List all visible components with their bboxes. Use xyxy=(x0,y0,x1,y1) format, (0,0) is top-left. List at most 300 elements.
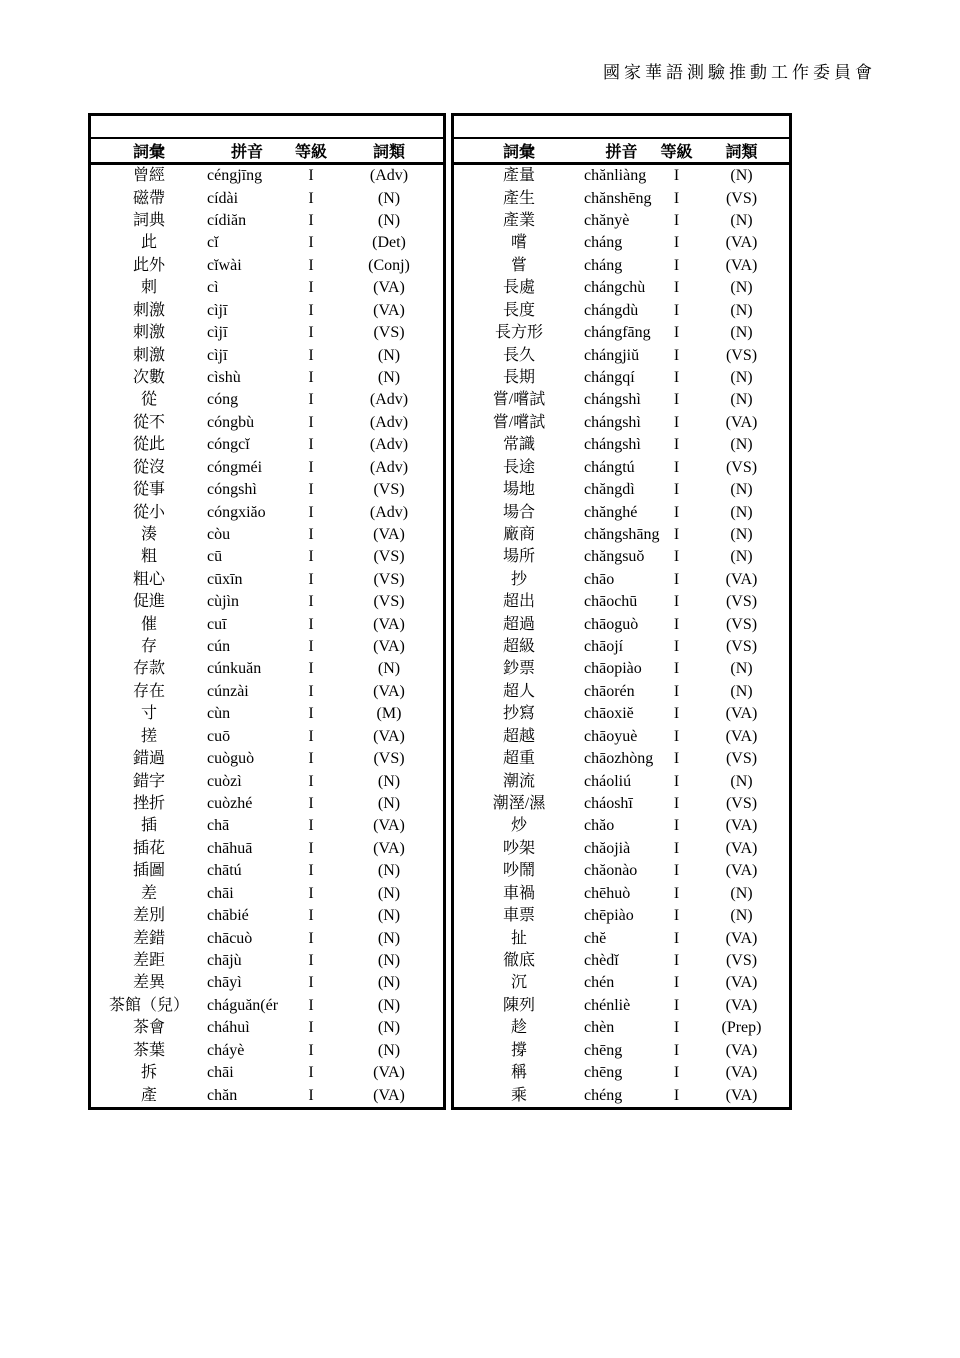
pinyin-cell: cìshù xyxy=(207,369,241,386)
word-cell: 超過 xyxy=(502,615,535,633)
pos-cell: (VS) xyxy=(373,548,405,566)
word-cell: 從事 xyxy=(132,481,165,499)
table-row xyxy=(454,703,789,725)
pinyin-cell: cìjī xyxy=(207,346,228,364)
word-cell: 陳列 xyxy=(502,996,535,1014)
pos-cell: (VA) xyxy=(725,413,758,431)
level-cell: I xyxy=(308,705,314,723)
level-cell: I xyxy=(308,234,314,252)
word-cell: 插圖 xyxy=(132,862,165,880)
pinyin-cell: cháhuì xyxy=(207,1019,250,1037)
pos-cell: (VS) xyxy=(373,750,405,768)
word-cell: 場合 xyxy=(502,503,535,521)
pos-cell: (Adv) xyxy=(369,458,409,476)
pinyin-cell: chănliàng xyxy=(584,167,647,185)
level-cell: I xyxy=(308,1086,314,1104)
word-cell: 差異 xyxy=(132,974,165,992)
pos-cell: (Conj) xyxy=(368,256,410,274)
pinyin-cell: chángdù xyxy=(584,301,639,319)
pinyin-cell: cháng xyxy=(584,234,623,252)
pos-cell: (VA) xyxy=(373,1086,405,1104)
pos-cell: (N) xyxy=(377,907,401,925)
word-cell: 從沒 xyxy=(132,458,165,476)
table-row xyxy=(454,726,789,748)
pinyin-cell: cún xyxy=(207,638,231,656)
pinyin-cell: chāorén xyxy=(584,682,635,700)
pinyin-cell: cuō xyxy=(207,727,231,745)
table-row xyxy=(91,770,443,792)
word-cell: 此 xyxy=(140,234,157,252)
word-cell: 長方形 xyxy=(494,324,543,342)
word-cell: 抄寫 xyxy=(502,705,535,723)
table-row xyxy=(454,770,789,792)
level-cell: I xyxy=(308,772,314,790)
level-cell: I xyxy=(673,1041,680,1059)
pinyin-cell: cìjī xyxy=(207,324,228,342)
pos-cell: (VA) xyxy=(725,256,758,274)
pos-cell: (VA) xyxy=(725,974,758,992)
pinyin-cell: chāoxiĕ xyxy=(584,705,634,723)
word-cell: 插花 xyxy=(132,839,165,857)
table-row xyxy=(91,1062,443,1084)
word-cell: 產量 xyxy=(502,167,535,185)
level-cell: I xyxy=(673,369,680,386)
table-row xyxy=(91,972,443,994)
level-cell: I xyxy=(308,660,314,678)
pinyin-cell: chēng xyxy=(584,1064,623,1082)
table-row xyxy=(454,210,789,232)
table-row xyxy=(91,187,443,209)
table-row xyxy=(91,613,443,635)
column-header-level: 等級 xyxy=(660,144,693,161)
word-cell: 長處 xyxy=(502,279,535,297)
pos-cell: (N) xyxy=(730,884,753,902)
level-cell: I xyxy=(308,951,314,969)
word-cell: 扯 xyxy=(510,929,527,947)
pinyin-cell: chăngsuŏ xyxy=(584,548,645,566)
level-cell: I xyxy=(308,167,314,185)
table-row xyxy=(91,322,443,344)
word-cell: 炒 xyxy=(510,817,527,835)
level-cell: I xyxy=(308,1041,314,1059)
pos-cell: (VA) xyxy=(725,705,758,723)
pinyin-cell: chăngdì xyxy=(584,481,635,499)
table-row xyxy=(454,995,789,1017)
table-row xyxy=(91,927,443,949)
column-header-word: 詞彙 xyxy=(132,144,165,161)
table-row xyxy=(454,905,789,927)
pinyin-cell: chā xyxy=(207,817,230,835)
table-row xyxy=(91,412,443,434)
pinyin-cell: cĭ xyxy=(207,234,219,252)
pinyin-cell: chăngshāng xyxy=(584,525,660,543)
pos-cell: (VA) xyxy=(373,839,405,857)
table-row xyxy=(91,367,443,389)
word-cell: 嘗/嚐試 xyxy=(492,391,546,409)
word-cell: 錯字 xyxy=(132,772,165,790)
table-row xyxy=(91,838,443,860)
table-row xyxy=(91,456,443,478)
level-cell: I xyxy=(308,301,314,319)
pinyin-cell: cìjī xyxy=(207,301,228,319)
pos-cell: (N) xyxy=(377,996,401,1014)
word-cell: 差 xyxy=(140,884,157,902)
word-cell: 嚐 xyxy=(510,234,527,252)
table-row xyxy=(91,255,443,277)
word-cell: 催 xyxy=(140,615,157,633)
word-cell: 趁 xyxy=(510,1019,527,1037)
blank-header-band xyxy=(454,116,789,139)
word-cell: 粗 xyxy=(140,548,157,566)
pinyin-cell: chăojià xyxy=(584,839,631,857)
pos-cell: (VA) xyxy=(373,525,405,543)
pos-cell: (N) xyxy=(730,279,753,297)
pinyin-cell: chāoguò xyxy=(584,615,639,633)
table-row xyxy=(454,883,789,905)
table-row xyxy=(91,1084,443,1106)
pos-cell: (N) xyxy=(377,660,401,678)
pos-cell: (VS) xyxy=(725,458,758,476)
column-header-level: 等級 xyxy=(294,144,327,161)
table-row xyxy=(91,658,443,680)
pos-cell: (VA) xyxy=(725,1086,758,1104)
pinyin-cell: cídài xyxy=(207,189,239,207)
word-cell: 刺 xyxy=(140,279,157,297)
pinyin-cell: chācuò xyxy=(207,929,253,947)
table-row xyxy=(454,165,789,187)
pinyin-cell: cháoliú xyxy=(584,772,632,790)
pos-cell: (VA) xyxy=(725,1064,758,1082)
word-cell: 稱 xyxy=(510,1064,527,1082)
table-row xyxy=(454,927,789,949)
table-row xyxy=(454,524,789,546)
table-row xyxy=(454,277,789,299)
level-cell: I xyxy=(308,996,314,1014)
word-cell: 刺激 xyxy=(132,301,165,319)
table-row xyxy=(91,232,443,254)
pos-cell: (VA) xyxy=(725,929,758,947)
level-cell: I xyxy=(308,458,314,476)
table-row xyxy=(91,995,443,1017)
table-row xyxy=(91,793,443,815)
pos-cell: (N) xyxy=(730,772,753,790)
level-cell: I xyxy=(673,817,680,835)
pos-cell: (N) xyxy=(377,884,401,902)
table-row xyxy=(454,838,789,860)
pos-cell: (VS) xyxy=(725,951,758,969)
pinyin-cell: chángtú xyxy=(584,458,635,476)
table-row xyxy=(454,793,789,815)
pinyin-cell: chèn xyxy=(584,1019,615,1037)
word-cell: 撐 xyxy=(510,1041,527,1059)
table-row xyxy=(454,300,789,322)
pinyin-cell: chén xyxy=(584,974,615,992)
word-cell: 超級 xyxy=(502,638,535,656)
word-cell: 插 xyxy=(140,817,157,835)
pinyin-cell: còu xyxy=(207,525,231,543)
pos-cell: (N) xyxy=(377,189,401,207)
pos-cell: (Adv) xyxy=(369,436,409,454)
level-cell: I xyxy=(673,301,680,319)
table-row xyxy=(91,950,443,972)
table-row xyxy=(454,1084,789,1106)
level-cell: I xyxy=(673,458,680,476)
pinyin-cell: cídiăn xyxy=(207,212,247,230)
pos-cell: (N) xyxy=(730,301,753,319)
pos-cell: (Prep) xyxy=(721,1019,762,1037)
level-cell: I xyxy=(673,413,680,431)
level-cell: I xyxy=(673,974,680,992)
pinyin-cell: céngjīng xyxy=(207,167,263,185)
word-cell: 曾經 xyxy=(132,167,165,185)
pinyin-cell: cùn xyxy=(207,705,231,723)
word-cell: 長期 xyxy=(502,369,535,386)
pinyin-cell: chănshēng xyxy=(584,189,652,207)
word-cell: 場所 xyxy=(502,548,535,566)
level-cell: I xyxy=(308,391,314,409)
word-cell: 吵鬧 xyxy=(502,862,535,880)
table-row xyxy=(454,613,789,635)
word-cell: 潮溼/濕 xyxy=(492,795,546,813)
pinyin-cell: chābié xyxy=(207,907,249,925)
word-cell: 車票 xyxy=(502,907,535,925)
table-row xyxy=(91,1017,443,1039)
pinyin-cell: cuòzhé xyxy=(207,795,253,813)
table-row xyxy=(91,905,443,927)
pinyin-cell: chăonào xyxy=(584,862,638,880)
level-cell: I xyxy=(673,570,680,588)
word-cell: 超出 xyxy=(502,593,535,611)
pinyin-cell: chănyè xyxy=(584,212,630,230)
level-cell: I xyxy=(308,884,314,902)
pos-cell: (N) xyxy=(730,436,753,454)
word-cell: 長途 xyxy=(502,458,535,476)
table-header-row xyxy=(454,139,789,165)
word-cell: 鈔票 xyxy=(502,660,535,678)
pos-cell: (N) xyxy=(730,391,753,409)
pinyin-cell: cóngshì xyxy=(207,481,257,499)
pos-cell: (N) xyxy=(377,862,401,880)
pos-cell: (N) xyxy=(377,974,401,992)
word-cell: 從不 xyxy=(132,413,165,431)
table-row xyxy=(91,501,443,523)
pinyin-cell: chăn xyxy=(207,1086,238,1104)
pos-cell: (VA) xyxy=(725,570,758,588)
level-cell: I xyxy=(673,1019,680,1037)
table-row xyxy=(454,681,789,703)
word-cell: 抄 xyxy=(510,570,527,588)
pos-cell: (VA) xyxy=(373,638,405,656)
table-row xyxy=(454,950,789,972)
pinyin-cell: chăo xyxy=(584,817,615,835)
pinyin-cell: chāojí xyxy=(584,638,624,656)
level-cell: I xyxy=(308,369,314,386)
level-cell: I xyxy=(308,929,314,947)
table-row xyxy=(454,815,789,837)
word-cell: 茶葉 xyxy=(132,1041,165,1059)
pinyin-cell: cuòguò xyxy=(207,750,255,768)
pinyin-cell: chāhuā xyxy=(207,839,253,857)
word-cell: 拆 xyxy=(140,1064,157,1082)
pos-cell: (N) xyxy=(377,346,401,364)
word-cell: 場地 xyxy=(502,481,535,499)
word-cell: 差錯 xyxy=(132,929,165,947)
pinyin-cell: chāoyuè xyxy=(584,727,638,745)
table-row xyxy=(454,972,789,994)
column-header-pinyin: 拼音 xyxy=(605,144,638,161)
vocabulary-tables xyxy=(88,113,792,1110)
word-cell: 嘗/嚐試 xyxy=(492,413,546,431)
level-cell: I xyxy=(673,772,680,790)
table-row xyxy=(91,726,443,748)
pos-cell: (VS) xyxy=(725,750,758,768)
pinyin-cell: cóng xyxy=(207,391,239,409)
pos-cell: (VS) xyxy=(373,593,405,611)
pinyin-cell: cùjìn xyxy=(207,593,239,611)
pos-cell: (N) xyxy=(377,929,401,947)
word-cell: 潮流 xyxy=(502,772,535,790)
word-cell: 吵架 xyxy=(502,839,535,857)
pos-cell: (N) xyxy=(730,907,753,925)
level-cell: I xyxy=(673,324,680,342)
level-cell: I xyxy=(673,503,680,521)
pos-cell: (VA) xyxy=(373,1064,405,1082)
table-body-right xyxy=(454,165,789,1107)
pos-cell: (VS) xyxy=(373,324,405,342)
level-cell: I xyxy=(308,189,314,207)
word-cell: 茶會 xyxy=(132,1019,165,1037)
table-row xyxy=(454,748,789,770)
pinyin-cell: chēhuò xyxy=(584,884,631,902)
pinyin-cell: chāi xyxy=(207,884,234,902)
pos-cell: (VA) xyxy=(373,817,405,835)
level-cell: I xyxy=(673,996,680,1014)
pos-cell: (N) xyxy=(730,481,753,499)
level-cell: I xyxy=(673,1086,680,1104)
table-row xyxy=(454,232,789,254)
level-cell: I xyxy=(673,862,680,880)
word-cell: 超人 xyxy=(502,682,535,700)
table-row xyxy=(454,389,789,411)
word-cell: 刺激 xyxy=(132,346,165,364)
column-header-pos: 詞類 xyxy=(725,144,758,161)
word-cell: 從小 xyxy=(132,503,165,521)
level-cell: I xyxy=(673,839,680,857)
pos-cell: (N) xyxy=(377,1041,401,1059)
level-cell: I xyxy=(673,1064,680,1082)
table-row xyxy=(91,344,443,366)
level-cell: I xyxy=(673,481,680,499)
pos-cell: (Adv) xyxy=(369,503,409,521)
table-row xyxy=(454,569,789,591)
pinyin-cell: cháng xyxy=(584,256,623,274)
pinyin-cell: chāochū xyxy=(584,593,638,611)
level-cell: I xyxy=(673,750,680,768)
word-cell: 車禍 xyxy=(502,884,535,902)
level-cell: I xyxy=(308,324,314,342)
word-cell: 乘 xyxy=(510,1086,527,1104)
column-header-word: 詞彙 xyxy=(502,144,535,161)
level-cell: I xyxy=(308,570,314,588)
level-cell: I xyxy=(673,907,680,925)
pos-cell: (VA) xyxy=(725,817,758,835)
level-cell: I xyxy=(673,346,680,364)
pinyin-cell: chèdĭ xyxy=(584,951,619,969)
word-cell: 徹底 xyxy=(502,951,535,969)
word-cell: 存在 xyxy=(132,682,165,700)
pinyin-cell: chāo xyxy=(584,570,615,588)
level-cell: I xyxy=(308,817,314,835)
pinyin-cell: cóngxiăo xyxy=(207,503,266,521)
pos-cell: (VA) xyxy=(725,862,758,880)
pinyin-cell: cúnkuăn xyxy=(207,660,262,678)
level-cell: I xyxy=(308,727,314,745)
pos-cell: (VA) xyxy=(725,839,758,857)
pinyin-cell: chénliè xyxy=(584,996,631,1014)
vocab-table-right xyxy=(451,113,792,1110)
pos-cell: (VA) xyxy=(373,301,405,319)
word-cell: 差別 xyxy=(132,907,165,925)
word-cell: 搓 xyxy=(140,727,157,745)
level-cell: I xyxy=(673,638,680,656)
table-row xyxy=(454,187,789,209)
word-cell: 茶館（兒） xyxy=(108,996,189,1014)
table-row xyxy=(454,658,789,680)
word-cell: 錯過 xyxy=(132,750,165,768)
word-cell: 超重 xyxy=(502,750,535,768)
level-cell: I xyxy=(673,795,680,813)
pinyin-cell: chāopiào xyxy=(584,660,642,678)
pinyin-cell: cĭwài xyxy=(207,256,242,274)
pinyin-cell: cháoshī xyxy=(584,795,633,813)
table-row xyxy=(454,322,789,344)
pos-cell: (N) xyxy=(730,548,753,566)
level-cell: I xyxy=(308,503,314,521)
level-cell: I xyxy=(308,256,314,274)
pos-cell: (N) xyxy=(730,212,753,230)
table-row xyxy=(91,860,443,882)
pos-cell: (M) xyxy=(376,705,402,723)
table-row xyxy=(91,815,443,837)
pinyin-cell: chănghé xyxy=(584,503,638,521)
pinyin-cell: chātú xyxy=(207,862,242,880)
level-cell: I xyxy=(308,1064,314,1082)
pos-cell: (Adv) xyxy=(369,413,409,431)
pinyin-cell: chéng xyxy=(584,1086,623,1104)
pos-cell: (Adv) xyxy=(369,391,409,409)
table-row xyxy=(91,569,443,591)
table-header-row xyxy=(91,139,443,165)
word-cell: 次數 xyxy=(132,369,165,386)
table-row xyxy=(454,1039,789,1061)
word-cell: 產生 xyxy=(502,189,535,207)
column-header-pinyin: 拼音 xyxy=(230,144,263,161)
level-cell: I xyxy=(308,525,314,543)
pos-cell: (VA) xyxy=(725,996,758,1014)
table-row xyxy=(91,277,443,299)
pinyin-cell: cóngbù xyxy=(207,413,255,431)
word-cell: 常識 xyxy=(502,436,535,454)
word-cell: 存 xyxy=(140,638,157,656)
pos-cell: (VS) xyxy=(373,570,405,588)
pinyin-cell: chĕ xyxy=(584,929,607,947)
level-cell: I xyxy=(308,548,314,566)
pos-cell: (N) xyxy=(730,324,753,342)
pinyin-cell: chángshì xyxy=(584,413,641,431)
pos-cell: (N) xyxy=(730,525,753,543)
level-cell: I xyxy=(308,436,314,454)
table-row xyxy=(454,255,789,277)
